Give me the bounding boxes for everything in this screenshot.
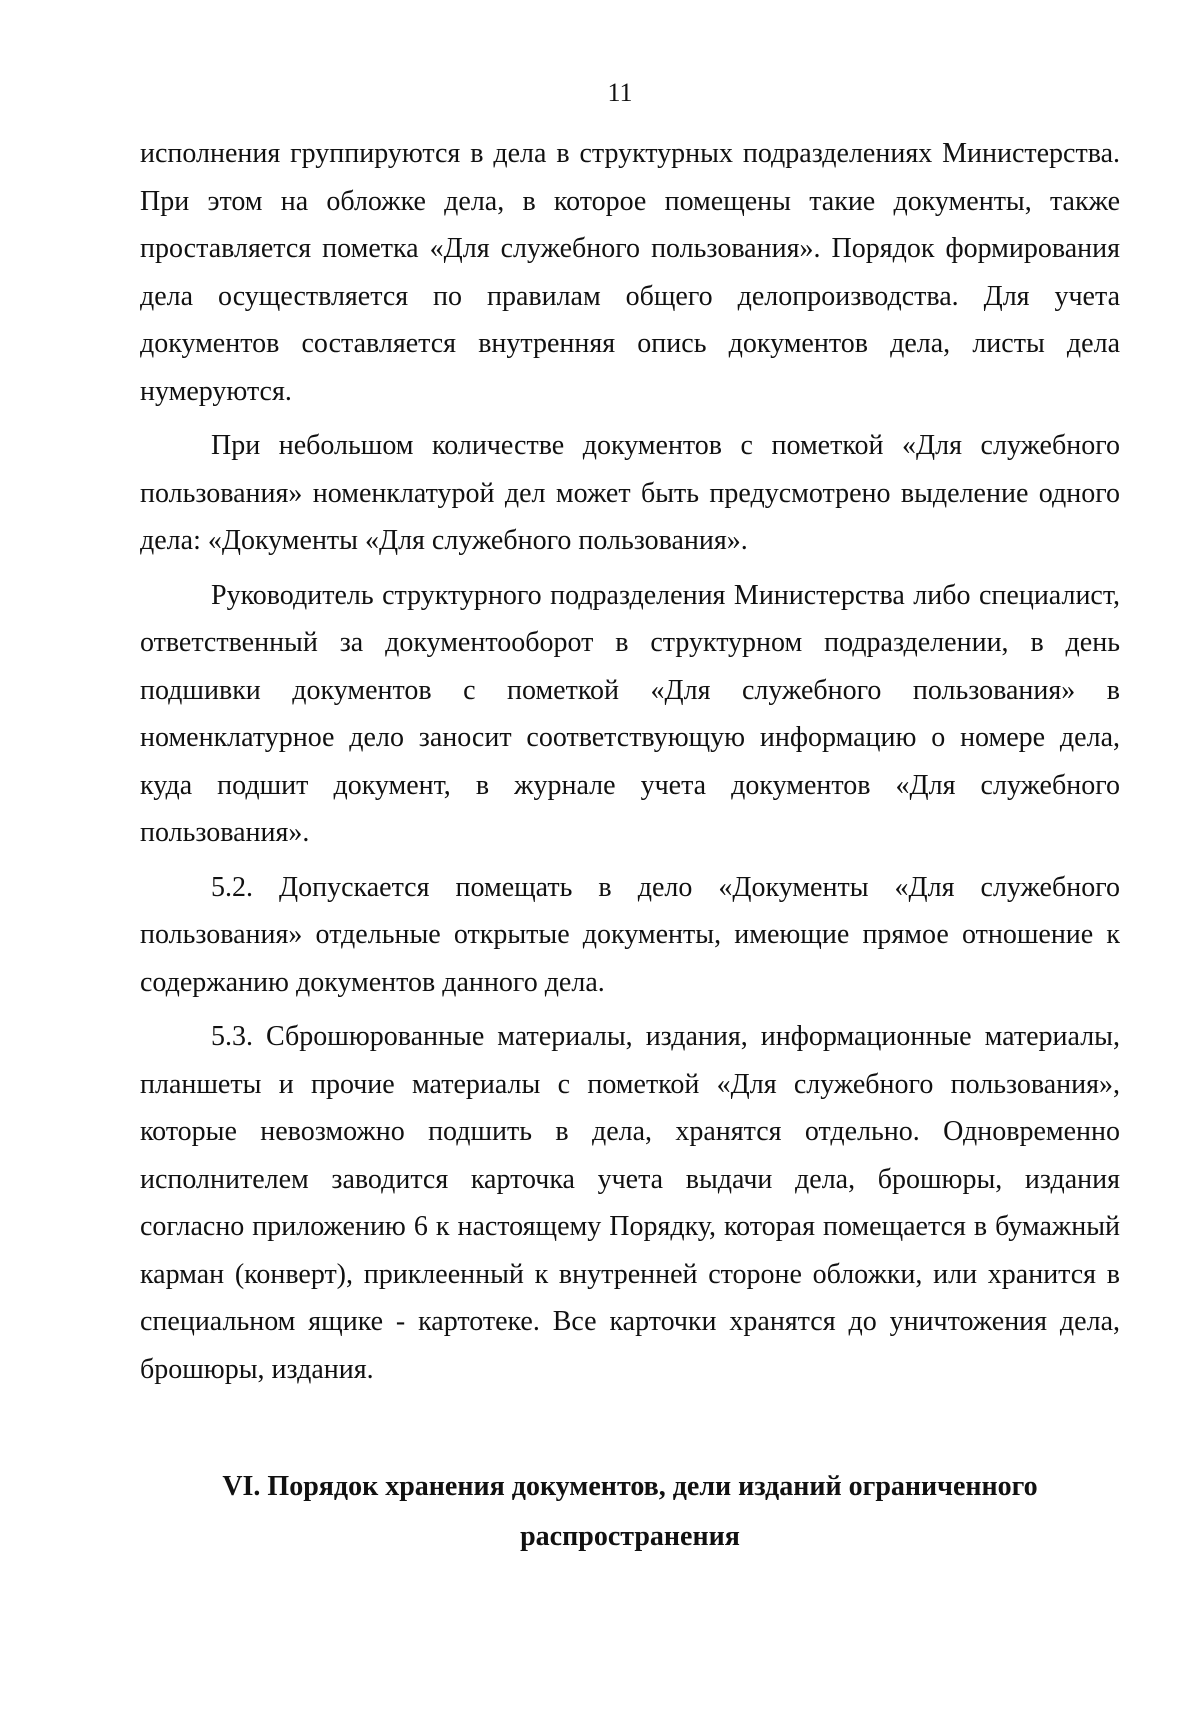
section-heading-line-2: распространения bbox=[520, 1521, 740, 1552]
paragraph-5-3: 5.3. Сброшюрованные материалы, издания, информационные материалы, планшеты и прочие материалы с пометкой «Для служебного пользования», которые невозможно подшить в дела, хранятся отдельно. Одновременно исполнителем заводится карточка учета выдачи дела, брошюры, издания согласно приложению 6 к настоящему Порядку, которая помещается в бумажный карман (конверт), приклеенный к внутренней стороне обложки, или хранится в специальном ящике - картотеке. Все карточки хранятся до уничтожения дела, брошюры, издания. bbox=[140, 1021, 1120, 1385]
paragraph-continuation: исполнения группируются в дела в структурных подразделениях Министерства. При этом на обложке дела, в которое помещены такие документы, также проставляется пометка «Для служебного пользования». Порядок формирования дела осуществляется по правилам общего делопроизводства. Для учета документов составляется внутренняя опись документов дела, листы дела нумеруются. bbox=[140, 138, 1120, 407]
paragraph-head-of-subdivision: Руководитель структурного подразделения Министерства либо специалист, ответственный за документооборот в структурном подразделении, в день подшивки документов с пометкой «Для служебного пользования» в номенклатурное дело заносит соответствующую информацию о номере дела, куда подшит документ, в журнале учета документов «Для служебного пользования». bbox=[140, 579, 1120, 848]
section-heading-line-1: VI. Порядок хранения документов, дели изданий ограниченного bbox=[222, 1471, 1038, 1502]
page-number: 11 bbox=[607, 78, 633, 107]
paragraph-5-2: 5.2. Допускается помещать в дело «Документы «Для служебного пользования» отдельные открытые документы, имеющие прямое отношение к содержанию документов данного дела. bbox=[140, 871, 1120, 998]
paragraph-small-number-of-documents: При небольшом количестве документов с пометкой «Для служебного пользования» номенклатурой дел может быть предусмотрено выделение одного дела: «Документы «Для служебного пользования». bbox=[140, 430, 1120, 556]
section-heading bbox=[140, 1462, 1120, 1562]
document-body bbox=[140, 130, 1120, 1400]
